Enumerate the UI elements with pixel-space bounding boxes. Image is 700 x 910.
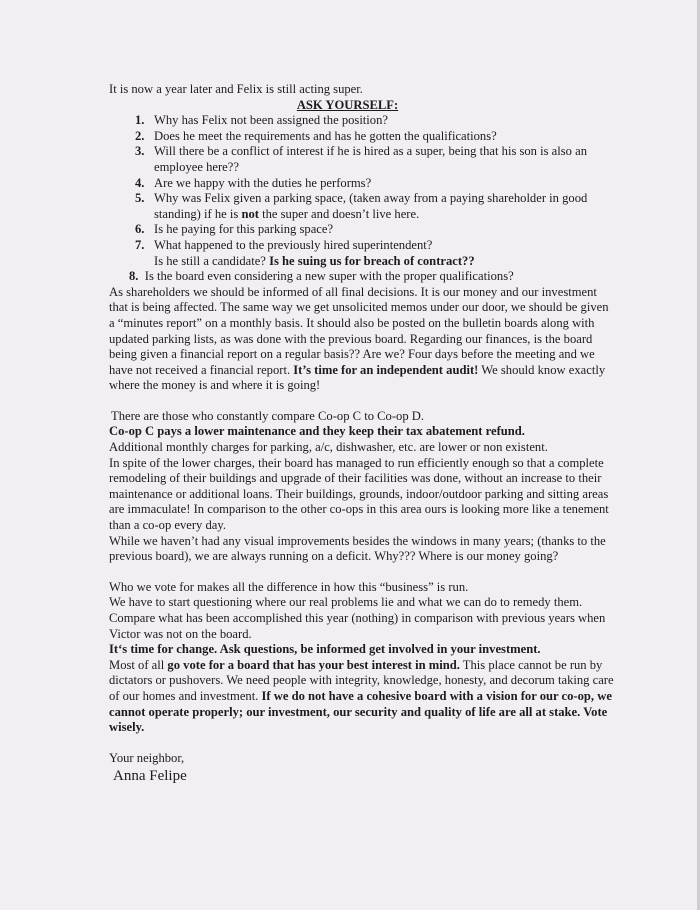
question-list: [109, 113, 614, 269]
change-line: It‘s time for change. Ask questions, be informed get involved in your investment.: [109, 642, 541, 657]
comparison-line: There are those who constantly compare Co-op C to Co-op D.: [111, 408, 425, 423]
intro-line: It is now a year later and Felix is still acting super.: [109, 82, 363, 96]
list-item: 8. Is the board even considering a new super with the proper qualifications?: [129, 269, 514, 284]
list-item: 6. Is he paying for this parking space?: [135, 222, 334, 237]
closing-salutation: Your neighbor,: [109, 750, 185, 765]
list-item: 4. Are we happy with the duties he performs?: [135, 175, 372, 190]
questioning-paragraph: We have to start questioning where our real problems lie and what we can do to remedy them. Compare what has been accomplished this year (nothing) in comparison with previous years when Victor was not on the board.: [109, 595, 606, 641]
list-item: 3. Will there be a conflict of interest if he is hired as a super, being that his son is also an employee here??: [135, 144, 588, 174]
comparison-paragraph: In spite of the lower charges, their board has managed to run efficiently enough so that a complete remodeling of their buildings and upgrade of their facilities was done, without an increase to their maintenance or additional loans. Their buildings, grounds, indoor/outdoor parking and sitting areas are immaculate! In comparison to the other co-ops in this area ours is looking more like a tenement than a co-op every day.: [109, 455, 609, 533]
list-item: 7. What happened to the previously hired superintendent? Is he still a candidate? Is he suing us for breach of contract??: [135, 237, 475, 268]
deficit-paragraph: While we haven’t had any visual improvements besides the windows in many years; (thanks to the previous board), we are always running on a deficit. Why??? Where is our money going?: [109, 533, 606, 564]
vote-line: Who we vote for makes all the difference in how this “business” is run.: [109, 579, 469, 594]
letter-body: [109, 82, 614, 786]
list-item: 1. Why has Felix not been assigned the position?: [135, 113, 388, 128]
list-item: 5. Why was Felix given a parking space, (taken away from a paying shareholder in good standing) if he is not the super and doesn’t live here.: [135, 191, 588, 221]
closing-paragraph: Most of all go vote for a board that has your best interest in mind. This place cannot be run by dictators or pushovers. We need people with integrity, knowledge, honesty, and decorum taking care of our homes and investment. If we do not have a cohesive board with a vision for our co-op, we cannot operate properly; our investment, our security and quality of life are all at stake. Vote wisely.: [109, 657, 614, 735]
signature-name: Anna Felipe: [113, 768, 187, 785]
ask-yourself-heading: ASK YOURSELF:: [296, 97, 399, 112]
list-item: 2. Does he meet the requirements and has he gotten the qualifications?: [135, 128, 497, 143]
comparison-charges: Additional monthly charges for parking, a/c, dishwasher, etc. are lower or non existent.: [109, 440, 548, 455]
shareholders-paragraph: As shareholders we should be informed of all final decisions. It is our money and our investment that is being affected. The same way we get unsolicited memos under our door, we should be given a “minutes report” on a monthly basis. It should also be posted on the bulletin boards along with updated parking lists, as was done with the previous board. Regarding our finances, is the board being given a financial report on a regular basis?? Are we? Four days before the meeting and we have not received a financial report. It’s time for an independent audit! We should know exactly where the money is and where it is going!: [109, 284, 609, 393]
comparison-bold: Co-op C pays a lower maintenance and they keep their tax abatement refund.: [109, 424, 525, 439]
